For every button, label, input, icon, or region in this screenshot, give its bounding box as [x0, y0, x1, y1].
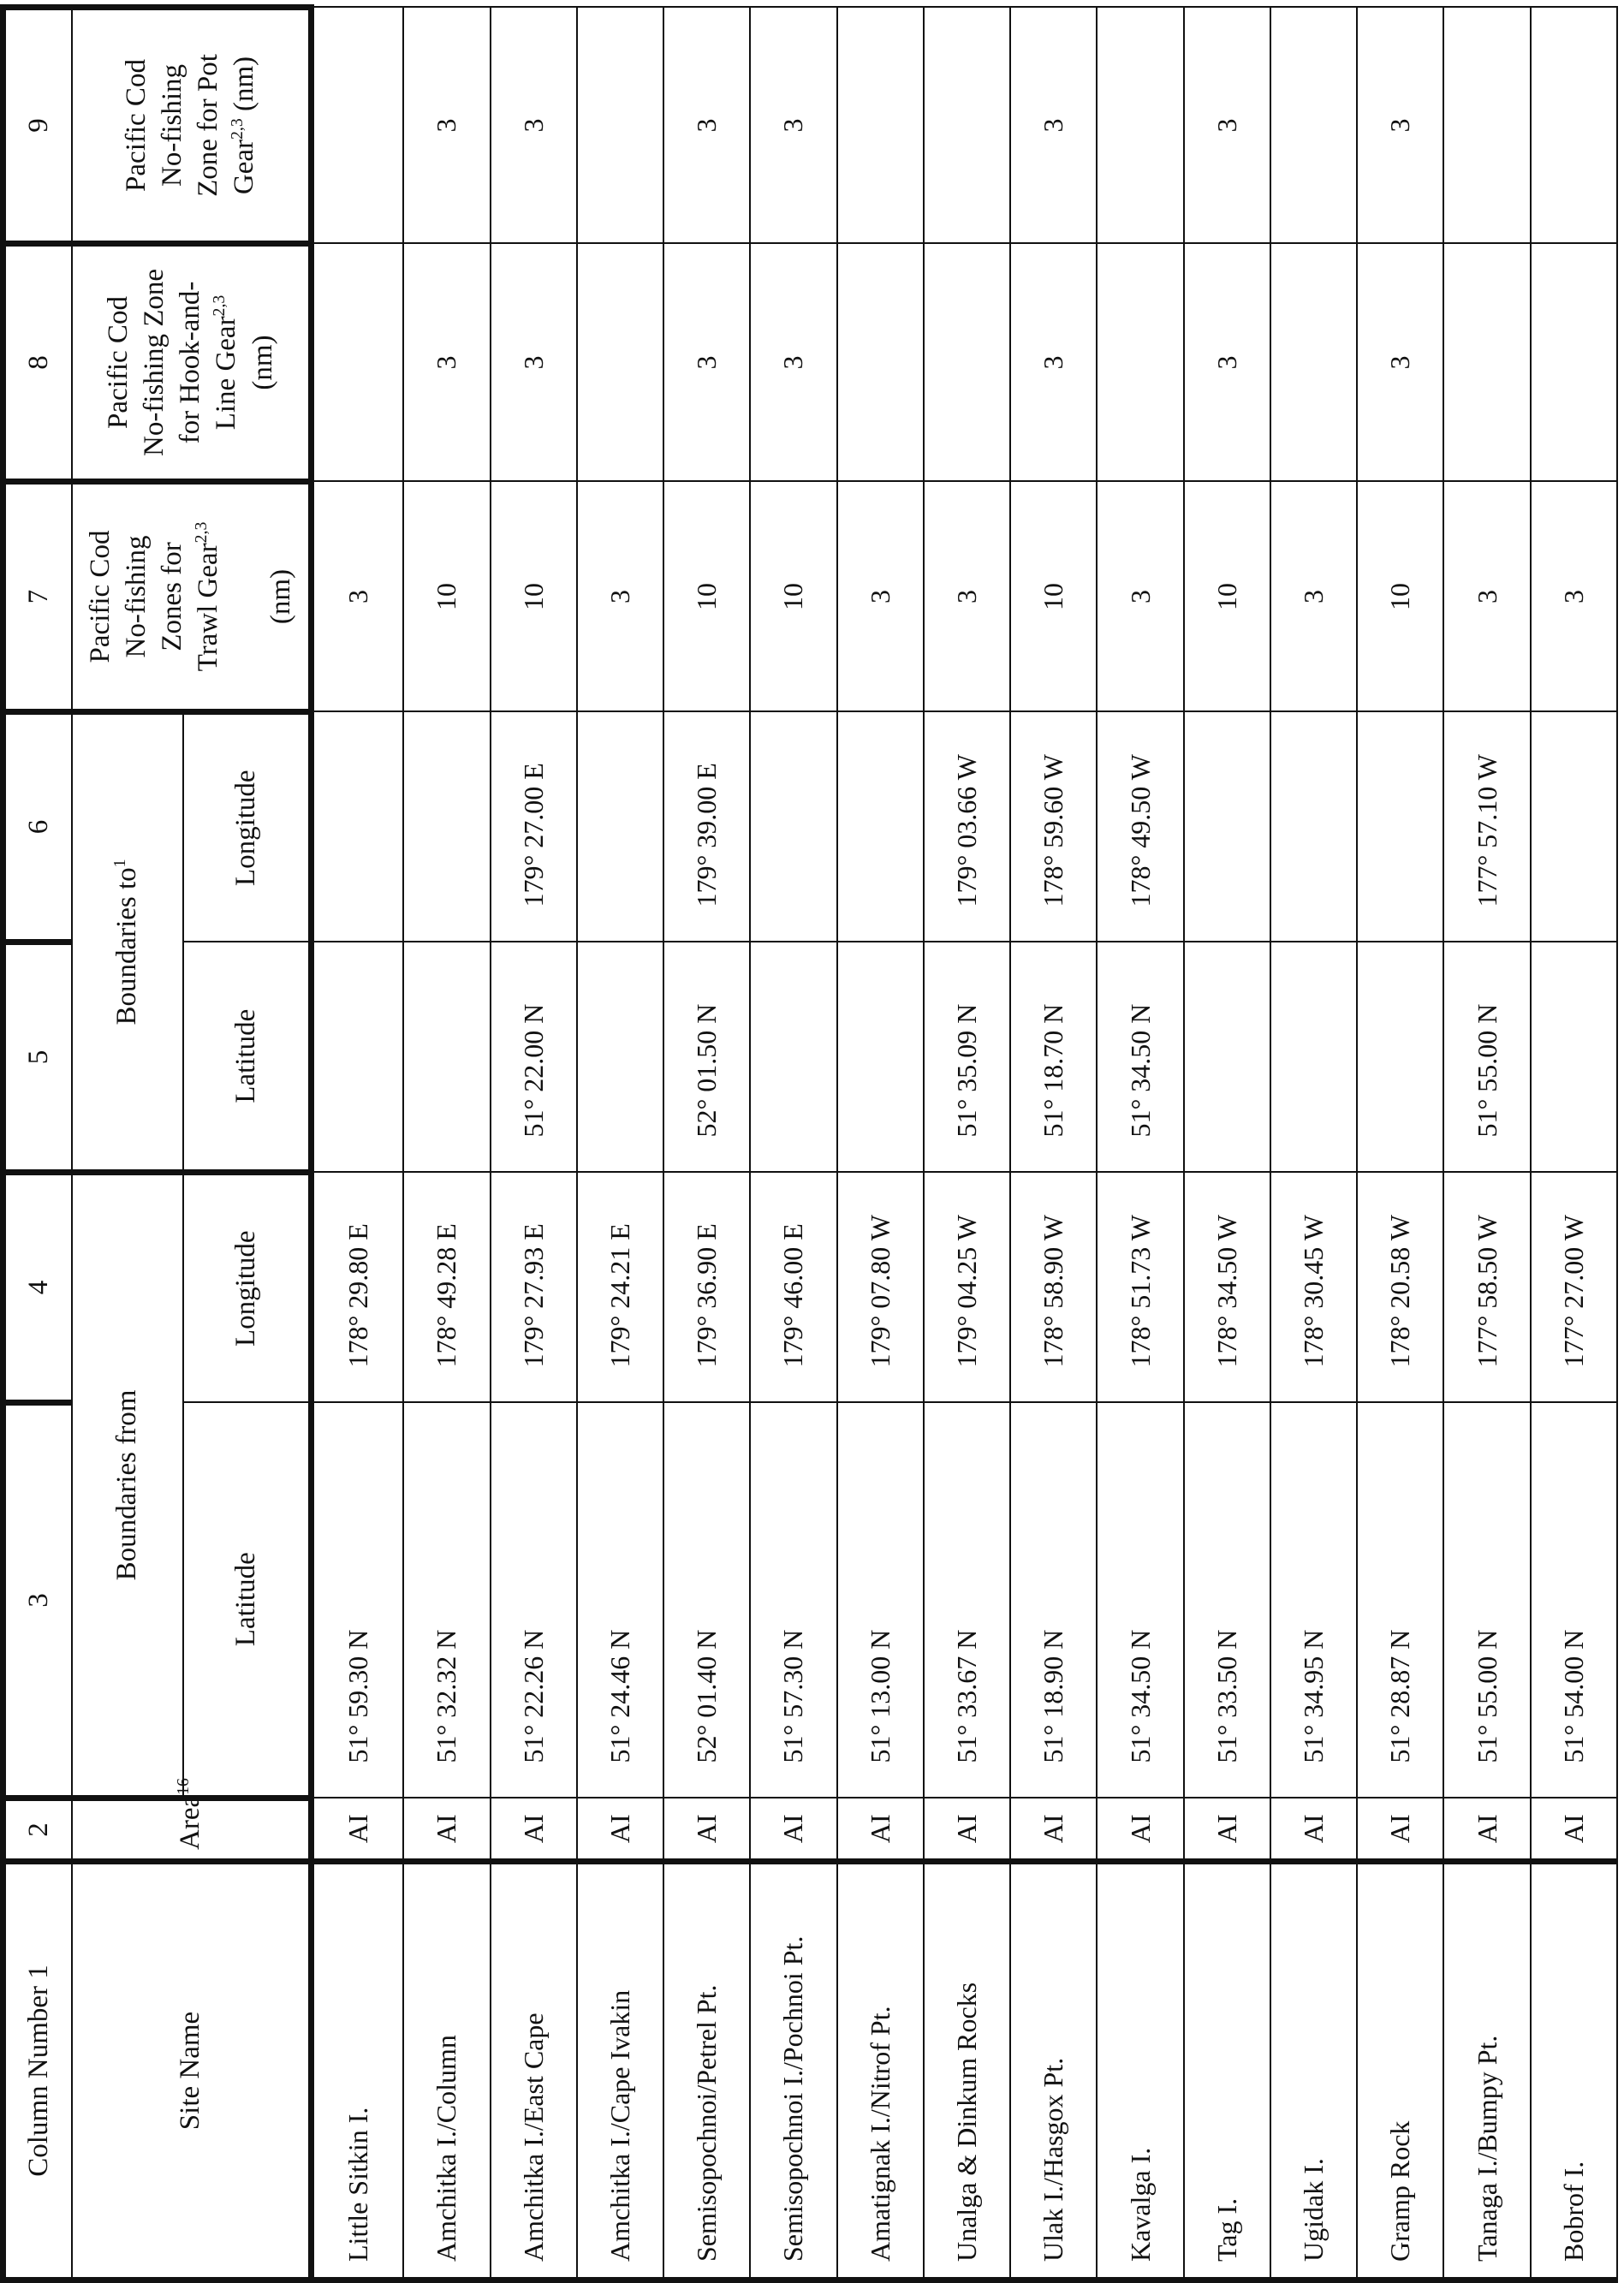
trawl-header-line-1: Pacific Cod	[84, 530, 116, 663]
column-number-6: 6	[3, 711, 72, 942]
to-latitude-cell	[1531, 942, 1617, 1172]
pot-zone-cell	[312, 7, 404, 243]
table-row	[1357, 7, 1443, 2280]
from-longitude-cell: 178° 20.58 W	[1357, 1172, 1443, 1402]
area-footnote: 16	[174, 1778, 193, 1795]
to-longitude-cell: 179° 39.00 E	[663, 711, 750, 942]
to-latitude-cell	[577, 942, 663, 1172]
pot-zone-cell: 3	[750, 7, 836, 243]
column-number-5: 5	[3, 942, 72, 1172]
from-latitude-cell: 51° 33.50 N	[1184, 1402, 1270, 1798]
area-cell: AI	[750, 1798, 836, 1861]
hook-header-unit: (nm)	[247, 335, 278, 390]
pot-zone-cell	[1097, 7, 1183, 243]
to-longitude-cell: 178° 59.60 W	[1010, 711, 1097, 942]
trawl-zone-cell: 3	[837, 481, 924, 711]
area-cell: AI	[1010, 1798, 1097, 1861]
pot-zone-cell	[1531, 7, 1617, 243]
trawl-zone-cell: 10	[1010, 481, 1097, 711]
area-cell: AI	[491, 1798, 577, 1861]
column-number-2: 2	[3, 1798, 72, 1861]
boundary-group-row	[72, 7, 183, 2280]
site-name-cell: Semisopochnoi/Petrel Pt.	[663, 1861, 750, 2280]
pot-zone-cell	[1270, 7, 1357, 243]
from-longitude-cell: 179° 46.00 E	[750, 1172, 836, 1402]
table-row	[403, 7, 490, 2280]
trawl-header-footnote: 2,3	[192, 521, 211, 544]
boundaries-to-label: Boundaries to	[111, 867, 143, 1026]
area-cell: AI	[403, 1798, 490, 1861]
table-header	[3, 7, 312, 2280]
from-longitude-cell: 178° 58.90 W	[1010, 1172, 1097, 1402]
pot-zone-cell: 3	[403, 7, 490, 243]
pot-zone-cell: 3	[491, 7, 577, 243]
hook-header-line-2: No-fishing Zone	[138, 268, 170, 457]
table-row	[1531, 7, 1617, 2280]
site-name-cell: Gramp Rock	[1357, 1861, 1443, 2280]
to-latitude-cell: 51° 35.09 N	[924, 942, 1010, 1172]
hook-zone-cell: 3	[1010, 243, 1097, 481]
to-latitude-cell: 52° 01.50 N	[663, 942, 750, 1172]
trawl-header-unit: (nm)	[265, 568, 296, 625]
from-longitude-cell: 179° 04.25 W	[924, 1172, 1010, 1402]
area-cell: AI	[1184, 1798, 1270, 1861]
hook-zone-cell: 3	[491, 243, 577, 481]
area-cell: AI	[577, 1798, 663, 1861]
to-longitude-cell	[750, 711, 836, 942]
from-longitude-header: Longitude	[183, 1172, 312, 1402]
table-row	[1270, 7, 1357, 2280]
hook-zone-cell: 3	[1357, 243, 1443, 481]
column-number-7: 7	[3, 481, 72, 711]
table-row	[837, 7, 924, 2280]
trawl-zone-cell: 3	[312, 481, 404, 711]
trawl-zone-cell: 3	[1443, 481, 1530, 711]
hook-header-footnote: 2,3	[210, 294, 229, 317]
pot-zone-cell: 3	[1010, 7, 1097, 243]
hook-zone-cell	[577, 243, 663, 481]
table-row	[312, 7, 404, 2280]
column-number-row	[3, 7, 72, 2280]
site-name-cell: Tag I.	[1184, 1861, 1270, 2280]
hook-zone-cell: 3	[1184, 243, 1270, 481]
to-longitude-cell	[403, 711, 490, 942]
site-name-cell: Amchitka I./Column	[403, 1861, 490, 2280]
to-longitude-cell: 179° 27.00 E	[491, 711, 577, 942]
area-cell: AI	[312, 1798, 404, 1861]
from-latitude-header: Latitude	[183, 1402, 312, 1798]
area-cell: AI	[1531, 1798, 1617, 1861]
trawl-zone-cell: 3	[577, 481, 663, 711]
to-latitude-cell: 51° 34.50 N	[1097, 942, 1183, 1172]
area-header-label: Area	[175, 1794, 206, 1850]
from-latitude-cell: 51° 33.67 N	[924, 1402, 1010, 1798]
table-row	[491, 7, 577, 2280]
trawl-header-line-2: No-fishing	[120, 535, 152, 658]
from-latitude-cell: 51° 22.26 N	[491, 1402, 577, 1798]
hook-and-line-gear-header	[72, 243, 312, 481]
site-name-cell: Unalga & Dinkum Rocks	[924, 1861, 1010, 2280]
pot-zone-cell: 3	[663, 7, 750, 243]
from-latitude-cell: 51° 34.95 N	[1270, 1402, 1357, 1798]
pot-header-line-4: Gear	[229, 140, 260, 195]
site-name-cell: Bobrof I.	[1531, 1861, 1617, 2280]
to-latitude-cell	[837, 942, 924, 1172]
site-name-cell: Ugidak I.	[1270, 1861, 1357, 2280]
trawl-zone-cell: 10	[1357, 481, 1443, 711]
to-longitude-cell	[577, 711, 663, 942]
site-name-cell: Tanaga I./Bumpy Pt.	[1443, 1861, 1530, 2280]
from-latitude-cell: 51° 18.90 N	[1010, 1402, 1097, 1798]
area-cell: AI	[1443, 1798, 1530, 1861]
pot-zone-cell	[924, 7, 1010, 243]
to-longitude-cell	[837, 711, 924, 942]
to-latitude-cell: 51° 18.70 N	[1010, 942, 1097, 1172]
boundaries-to-footnote: 1	[110, 859, 130, 868]
hook-zone-cell: 3	[750, 243, 836, 481]
to-latitude-cell	[1270, 942, 1357, 1172]
hook-zone-cell	[837, 243, 924, 481]
hook-zone-cell	[312, 243, 404, 481]
site-name-cell: Ulak I./Hasgox Pt.	[1010, 1861, 1097, 2280]
from-longitude-cell: 178° 30.45 W	[1270, 1172, 1357, 1402]
from-latitude-cell: 51° 57.30 N	[750, 1402, 836, 1798]
trawl-zone-cell: 3	[1531, 481, 1617, 711]
from-latitude-cell: 51° 32.32 N	[403, 1402, 490, 1798]
trawl-gear-header	[72, 481, 312, 711]
hook-zone-cell	[1270, 243, 1357, 481]
to-longitude-cell	[1531, 711, 1617, 942]
area-cell: AI	[837, 1798, 924, 1861]
to-latitude-cell: 51° 55.00 N	[1443, 942, 1530, 1172]
hook-zone-cell	[1443, 243, 1530, 481]
trawl-header-line-3: Zones for	[157, 542, 188, 651]
table-row	[1443, 7, 1530, 2280]
trawl-zone-cell: 10	[491, 481, 577, 711]
pot-header-line-2: No-fishing	[157, 63, 188, 187]
pot-gear-header	[72, 7, 312, 243]
hook-zone-cell: 3	[403, 243, 490, 481]
trawl-zone-cell: 3	[1270, 481, 1357, 711]
area-cell: AI	[924, 1798, 1010, 1861]
site-name-cell: Semisopochnoi I./Pochnoi Pt.	[750, 1861, 836, 2280]
column-number-1: Column Number 1	[3, 1861, 72, 2280]
from-longitude-cell: 179° 27.93 E	[491, 1172, 577, 1402]
area-cell: AI	[1357, 1798, 1443, 1861]
pot-zone-cell: 3	[1357, 7, 1443, 243]
steller-sea-lion-protection-table	[0, 4, 1618, 2283]
pot-header-line-1: Pacific Cod	[120, 59, 152, 192]
to-longitude-cell	[1270, 711, 1357, 942]
column-number-3: 3	[3, 1402, 72, 1798]
to-latitude-cell	[750, 942, 836, 1172]
area-cell: AI	[663, 1798, 750, 1861]
from-longitude-cell: 179° 36.90 E	[663, 1172, 750, 1402]
site-name-header: Site Name	[72, 1861, 312, 2280]
table-row	[1184, 7, 1270, 2280]
site-name-cell: Amatignak I./Nitrof Pt.	[837, 1861, 924, 2280]
table-row	[577, 7, 663, 2280]
from-latitude-cell: 51° 13.00 N	[837, 1402, 924, 1798]
trawl-zone-cell: 10	[1184, 481, 1270, 711]
column-number-9: 9	[3, 7, 72, 243]
hook-zone-cell: 3	[663, 243, 750, 481]
from-longitude-cell: 179° 24.21 E	[577, 1172, 663, 1402]
hook-zone-cell	[1531, 243, 1617, 481]
boundaries-from-header: Boundaries from	[72, 1172, 183, 1798]
to-longitude-cell	[312, 711, 404, 942]
to-longitude-cell	[1184, 711, 1270, 942]
site-name-cell: Amchitka I./East Cape	[491, 1861, 577, 2280]
to-latitude-cell	[1184, 942, 1270, 1172]
from-longitude-cell: 177° 58.50 W	[1443, 1172, 1530, 1402]
table-body	[312, 7, 1618, 2280]
from-latitude-cell: 51° 54.00 N	[1531, 1402, 1617, 1798]
from-latitude-cell: 51° 59.30 N	[312, 1402, 404, 1798]
hook-header-line-4: Line Gear	[211, 316, 242, 431]
from-latitude-cell: 52° 01.40 N	[663, 1402, 750, 1798]
area-cell: AI	[1270, 1798, 1357, 1861]
site-name-cell: Little Sitkin I.	[312, 1861, 404, 2280]
pot-zone-cell	[577, 7, 663, 243]
from-longitude-cell: 178° 29.80 E	[312, 1172, 404, 1402]
table-row	[1010, 7, 1097, 2280]
pot-header-unit: (nm)	[229, 56, 260, 112]
trawl-zone-cell: 3	[1097, 481, 1183, 711]
hook-zone-cell	[1097, 243, 1183, 481]
to-longitude-cell: 179° 03.66 W	[924, 711, 1010, 942]
trawl-header-line-4: Trawl Gear	[193, 543, 224, 672]
from-longitude-cell: 177° 27.00 W	[1531, 1172, 1617, 1402]
area-cell: AI	[1097, 1798, 1183, 1861]
column-number-8: 8	[3, 243, 72, 481]
hook-header-line-1: Pacific Cod	[102, 296, 134, 429]
from-latitude-cell: 51° 24.46 N	[577, 1402, 663, 1798]
trawl-zone-cell: 3	[924, 481, 1010, 711]
to-longitude-cell: 177° 57.10 W	[1443, 711, 1530, 942]
from-longitude-cell: 179° 07.80 W	[837, 1172, 924, 1402]
to-latitude-header: Latitude	[183, 942, 312, 1172]
table-row	[750, 7, 836, 2280]
from-latitude-cell: 51° 55.00 N	[1443, 1402, 1530, 1798]
table-row	[924, 7, 1010, 2280]
pot-header-line-3: Zone for Pot	[193, 54, 224, 197]
from-latitude-cell: 51° 34.50 N	[1097, 1402, 1183, 1798]
trawl-zone-cell: 10	[403, 481, 490, 711]
hook-zone-cell	[924, 243, 1010, 481]
to-latitude-cell	[1357, 942, 1443, 1172]
to-latitude-cell: 51° 22.00 N	[491, 942, 577, 1172]
to-longitude-header: Longitude	[183, 711, 312, 942]
to-longitude-cell: 178° 49.50 W	[1097, 711, 1183, 942]
area-header	[72, 1778, 312, 1861]
table-row	[1097, 7, 1183, 2280]
site-name-cell: Amchitka I./Cape Ivakin	[577, 1861, 663, 2280]
from-longitude-cell: 178° 49.28 E	[403, 1172, 490, 1402]
boundaries-to-header	[72, 711, 183, 1172]
to-latitude-cell	[403, 942, 490, 1172]
hook-header-line-3: for Hook-and-	[175, 281, 206, 444]
pot-header-footnote: 2,3	[228, 118, 247, 140]
trawl-zone-cell: 10	[750, 481, 836, 711]
from-latitude-cell: 51° 28.87 N	[1357, 1402, 1443, 1798]
pot-zone-cell	[837, 7, 924, 243]
to-longitude-cell	[1357, 711, 1443, 942]
table-row	[663, 7, 750, 2280]
site-name-cell: Kavalga I.	[1097, 1861, 1183, 2280]
from-longitude-cell: 178° 51.73 W	[1097, 1172, 1183, 1402]
to-latitude-cell	[312, 942, 404, 1172]
pot-zone-cell	[1443, 7, 1530, 243]
column-number-4: 4	[3, 1172, 72, 1402]
from-longitude-cell: 178° 34.50 W	[1184, 1172, 1270, 1402]
trawl-zone-cell: 10	[663, 481, 750, 711]
pot-zone-cell: 3	[1184, 7, 1270, 243]
